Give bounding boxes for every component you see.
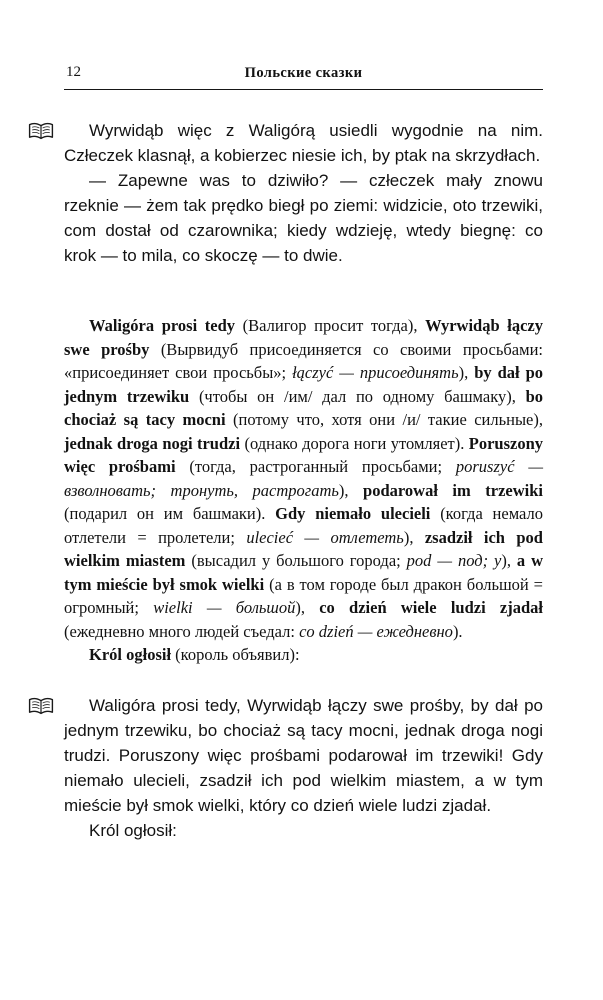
text-segment: (Валигор просит тогда), bbox=[235, 316, 426, 335]
text-segment: bo chociaż są tacy mocni bbox=[64, 386, 544, 429]
text-segment: co dzień — ежедневно bbox=[299, 621, 453, 641]
text-segment: ), bbox=[458, 363, 475, 382]
text-segment: (король объявил): bbox=[171, 645, 300, 664]
text-segment: (а в том городе был дракон большой = огромный; bbox=[64, 574, 543, 617]
text-segment: co dzień wiele ludzi zjadał bbox=[319, 598, 543, 617]
text-segment: (когда немало отлетели = пролетели; bbox=[64, 504, 543, 547]
reading-paragraph-1: Wyrwidąb więc z Waligórą usiedli wygodnie na nim. Człeczek klasnął, a kobierzec niesie ich, by ptak na skrzydłach. bbox=[64, 121, 543, 165]
header-rule bbox=[64, 89, 543, 90]
text-segment: ), bbox=[501, 551, 517, 570]
text-segment: ), bbox=[338, 480, 364, 500]
page-header bbox=[64, 64, 543, 84]
text-segment: by dał po jednym trzewiku bbox=[64, 363, 544, 406]
text-segment: (потому что, хотя они /и/ такие сильные), bbox=[225, 410, 543, 429]
text-segment: wielki — большой bbox=[153, 598, 296, 617]
text-segment: a w tym mieście był smok wielki bbox=[64, 551, 543, 594]
text-segment: ), bbox=[295, 598, 320, 617]
text-segment: Król ogłosił bbox=[89, 645, 172, 664]
text-segment: Gdy niemało ulecieli bbox=[275, 504, 431, 523]
open-book-icon bbox=[28, 697, 54, 716]
text-segment: (чтобы он /им/ дал по одному башмаку), bbox=[189, 386, 526, 406]
text-segment: (подарил он им башмаки). bbox=[64, 504, 276, 523]
reading-paragraph-2: Król ogłosił: bbox=[89, 820, 177, 840]
text-segment: (ежедневно много людей съедал: bbox=[64, 621, 300, 641]
text-segment: poruszyć — взволновать; тронуть, растрогать bbox=[64, 457, 543, 500]
text-segment: zsadził ich pod wielkim miastem bbox=[64, 527, 543, 570]
text-segment: (Вырвидуб присоединяется со своими просьбами: «присоединяет свои просьбы»; bbox=[64, 339, 543, 382]
text-segment: ). bbox=[452, 621, 463, 641]
annotated-paragraph-2 bbox=[64, 643, 543, 667]
text-segment: (однако дорога ноги утомляет). bbox=[240, 433, 469, 453]
reading-paragraph-2: — Zapewne was to dziwiło? — człeczek mały znowu rzeknie — żem tak prędko biegł po ziemi: widzicie, oto trzewiki, com dostał od czarownika; kiedy wdzieję, wtedy biegnę: co krok — to mila, co skoczę — to dwie. bbox=[64, 171, 543, 265]
text-segment: podarował im trzewiki bbox=[363, 480, 544, 500]
running-title: Польские сказки bbox=[244, 65, 363, 81]
text-segment: łączyć — присоединять bbox=[292, 363, 459, 382]
annotated-block bbox=[64, 314, 543, 667]
open-book-icon bbox=[28, 122, 54, 141]
reading-block-1 bbox=[64, 118, 543, 268]
text-segment: ulecieć — отлететь bbox=[246, 527, 404, 547]
page-number: 12 bbox=[66, 64, 81, 80]
reading-paragraph-1: Waligóra prosi tedy, Wyrwidąb łączy swe prośby, by dał po jednym trzewiku, bo chociaż są tacy mocni, jednak droga nogi trudzi. Poruszony więc prośbami podarował im trzewiki! Gdy niemało ulecieli, zsadził ich pod wielkim miastem, a w tym mieście był smok wielki, który co dzień wiele ludzi zjadał. bbox=[64, 695, 543, 815]
text-segment: jednak droga nogi trudzi bbox=[64, 433, 241, 453]
reading-block-2 bbox=[64, 693, 543, 843]
text-segment: Poruszony więc prośbami bbox=[64, 433, 544, 476]
text-segment: ), bbox=[403, 527, 425, 547]
annotated-paragraph-1 bbox=[64, 314, 543, 643]
text-segment: Waligóra prosi tedy bbox=[89, 316, 236, 335]
text-segment: Wyrwidąb łączy swe prośby bbox=[64, 316, 543, 359]
text-segment: (тогда, растроганный просьбами; bbox=[175, 457, 456, 476]
text-segment: (высадил у большого города; bbox=[185, 551, 407, 570]
text-segment: pod — под; у bbox=[406, 551, 502, 570]
